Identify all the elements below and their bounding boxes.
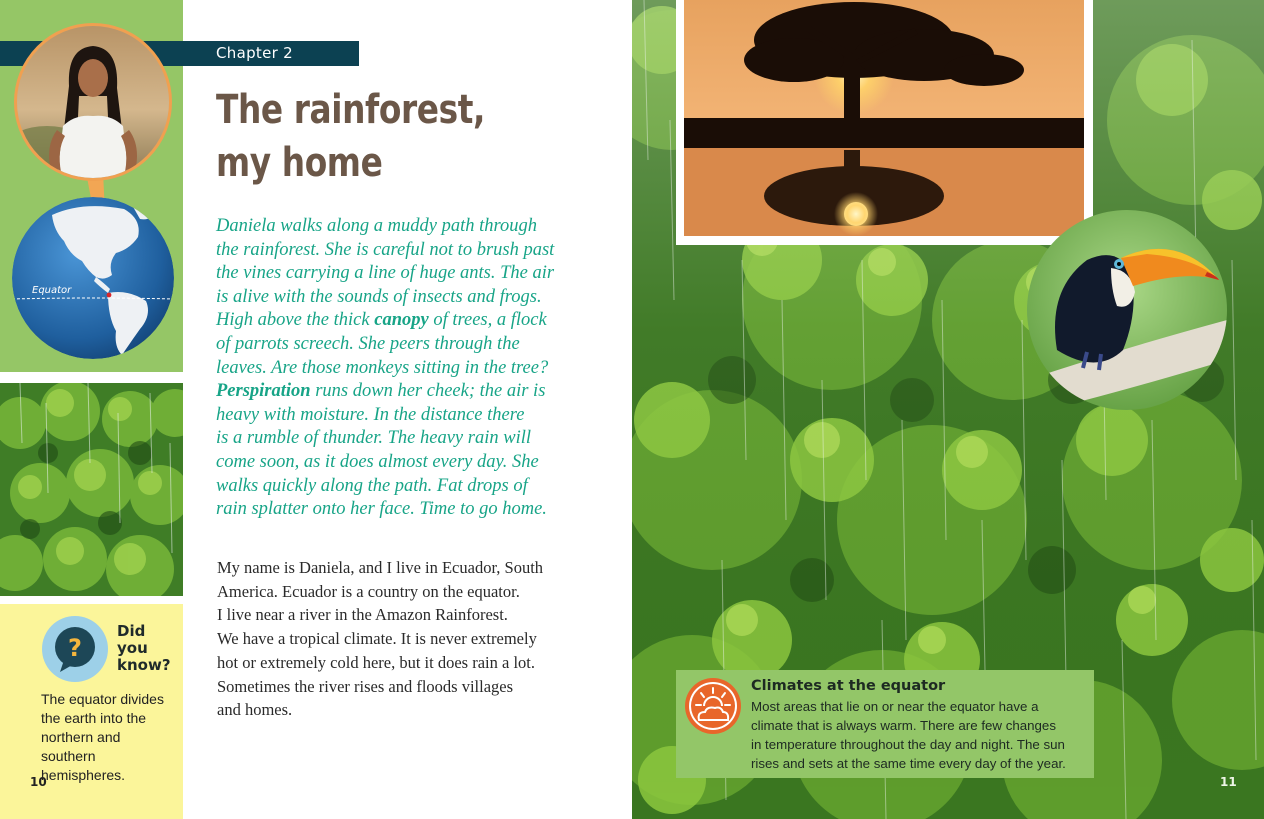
- chapter-title: The rainforest, my home: [216, 87, 486, 186]
- rainforest-canopy-photo: [0, 383, 183, 596]
- chapter-label: Chapter 2: [216, 44, 293, 62]
- climate-box-title: Climates at the equator: [751, 678, 946, 694]
- intro-line-perspiration: Perspiration runs down her cheek; the air is: [216, 381, 546, 402]
- did-you-know-text: The equator divides the earth into the northern and southern hemispheres.: [41, 691, 164, 783]
- did-you-know-title: Did you know?: [117, 622, 171, 674]
- daniela-portrait-photo: [14, 23, 172, 181]
- page-number-right: 11: [1220, 775, 1237, 789]
- intro-line-canopy: High above the thick canopy of trees, a flock: [216, 310, 547, 331]
- equator-label: Equator: [32, 285, 72, 296]
- toucan-photo: [1027, 210, 1227, 410]
- intro-paragraph: Daniela walks along a muddy path through the rainforest. She is careful not to brush past the vines carrying a line of huge ants. The air is alive with the sounds of insects and frogs. High above the thick canopy of trees, a flock of parrots screech. She peers through the leaves. Are those monkeys sitting in the tree? Perspiration runs down her cheek; the air is heavy with moisture. In the distance there is a rumble of thunder. The heavy rain will come soon, as it does almost every day. She walks quickly along the path. Fat drops of rain splatter onto her face. Time to go home.: [216, 215, 598, 522]
- body-paragraph: My name is Daniela, and I live in Ecuador, South America. Ecuador is a country on the equator. I live near a river in the Amazon Rainforest. We have a tropical climate. It is never extremely hot or extremely cold here, but it does rain a lot. Sometimes the river rises and floods villages and homes.: [217, 558, 544, 720]
- keyword-canopy: canopy: [374, 310, 429, 331]
- question-mark-icon: [42, 616, 108, 682]
- climate-box-text: Most areas that lie on or near the equator have a climate that is always warm. There are few changes in temperature throughout the day and night. The sun rises and sets at the same time every day of the year.: [751, 699, 1066, 771]
- sunset-tree-photo: [684, 0, 1084, 236]
- sun-cloud-icon: [685, 678, 741, 734]
- globe-illustration: [12, 197, 174, 359]
- svg-text:?: ?: [68, 634, 82, 662]
- keyword-perspiration: Perspiration: [216, 381, 311, 402]
- page-number-left: 10: [30, 775, 47, 789]
